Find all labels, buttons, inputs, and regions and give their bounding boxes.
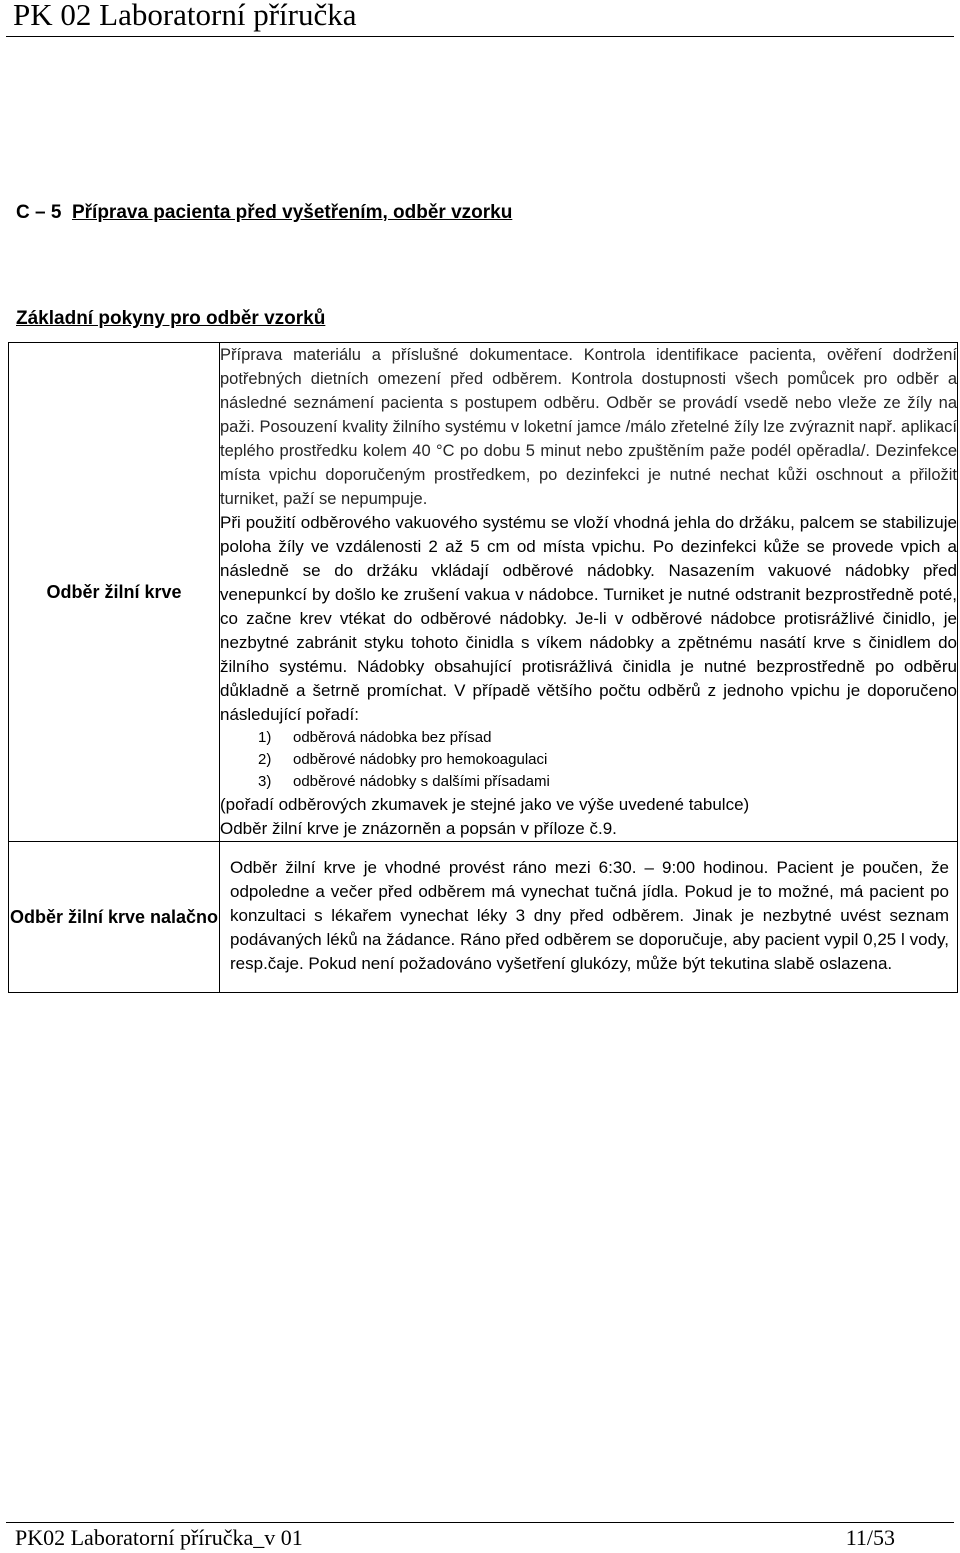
row-content-fasting bbox=[220, 842, 958, 993]
list-item bbox=[258, 749, 957, 771]
list-text: odběrová nádobka bez přísad bbox=[293, 729, 492, 746]
table-row bbox=[9, 842, 958, 993]
row-content-venous bbox=[220, 343, 958, 842]
table-row bbox=[9, 343, 958, 842]
footer-page-number: 11/53 bbox=[845, 1525, 895, 1550]
section-number: C – 5 bbox=[16, 202, 62, 223]
footer-document-name: PK02 Laboratorní příručka_v 01 bbox=[15, 1525, 303, 1550]
note-tube-order: (pořadí odběrových zkumavek je stejné jako ve výše uvedené tabulce) bbox=[220, 795, 750, 814]
section-heading bbox=[16, 200, 512, 226]
instructions-table bbox=[8, 342, 958, 993]
document-header-title: PK 02 Laboratorní příručka bbox=[13, 0, 357, 32]
list-item bbox=[258, 727, 957, 749]
list-number: 2) bbox=[258, 751, 272, 768]
collection-order-list bbox=[220, 727, 957, 793]
list-number: 3) bbox=[258, 773, 272, 790]
list-text: odběrové nádobky s dalšími přísadami bbox=[293, 773, 550, 790]
paragraph-preparation: Příprava materiálu a příslušné dokumentace. Kontrola identifikace pacienta, ověření dodržení potřebných dietních omezení před odběrem. Kontrola dostupnosti všech pomůcek pro odběr a následné seznámení pacienta s postupem odběru. Odběr se provádí vsedě nebo vleže ze žíly na paži. Posouzení kvality žilního systému v loketní jamce /málo zřetelné žíly lze zvýraznit např. aplikací teplého prostředku kolem 40 °C po dobu 5 minut nebo zpuštěním paže podél opěradla/. Dezinfekce místa vpichu doporučeným prostředkem, po dezinfekci je nutné nechat kůži oschnout a přiložit turniket, paží se nepumpuje. bbox=[220, 346, 957, 508]
sub-heading: Základní pokyny pro odběr vzorků bbox=[16, 308, 326, 329]
row-label-venous: Odběr žilní krve bbox=[9, 343, 220, 842]
paragraph-vacuum-system: Při použití odběrového vakuového systému se vloží vhodná jehla do držáku, palcem se stabilizuje poloha žíly ve vzdálenosti 2 až 5 cm od místa vpichu. Po dezinfekci kůže se provede vpich a následně se do držáku vkládají odběrové nádobky. Nasazením vakuové nádobky před venepunkcí by došlo ke zrušení vakua v nádobce. Turniket je nutné odstranit bezprostředně poté, co začne krev vtékat do odběrové nádobky. Je-li v odběrové nádobce protisrážlivé činidlo, je nezbytné zabránit styku tohoto činidla s víkem nádobky a zpětnému nasátí krve s činidlem do žilního systému. Nádobky obsahující protisrážlivá činidla je nutné bezprostředně po odběru důkladně a šetrně promíchat. V případě většího počtu odběrů z jednoho vpichu je doporučeno následující pořadí: bbox=[220, 513, 957, 724]
header-divider bbox=[6, 36, 954, 37]
row-label-fasting: Odběr žilní krve nalačno bbox=[9, 842, 220, 993]
list-number: 1) bbox=[258, 729, 272, 746]
note-appendix: Odběr žilní krve je znázorněn a popsán v příloze č.9. bbox=[220, 819, 617, 838]
list-item bbox=[258, 771, 957, 793]
footer-divider bbox=[6, 1522, 954, 1523]
section-title: Příprava pacienta před vyšetřením, odběr vzorku bbox=[71, 202, 513, 223]
paragraph-fasting: Odběr žilní krve je vhodné provést ráno mezi 6:30. – 9:00 hodinou. Pacient je poučen, že odpoledne a večer před odběrem má vynechat tučná jídla. Pokud je to možné, má pacient po konzultaci s lékařem vynechat léky 3 dny před odběrem. Jinak je nezbytné uvést seznam podávaných léků na žádance. Ráno před odběrem se doporučuje, aby pacient vypil 0,25 l vody, resp.čaje. Pokud není požadováno vyšetření glukózy, může být tekutina slabě oslazena. bbox=[230, 858, 949, 973]
list-text: odběrové nádobky pro hemokoagulaci bbox=[293, 751, 548, 768]
